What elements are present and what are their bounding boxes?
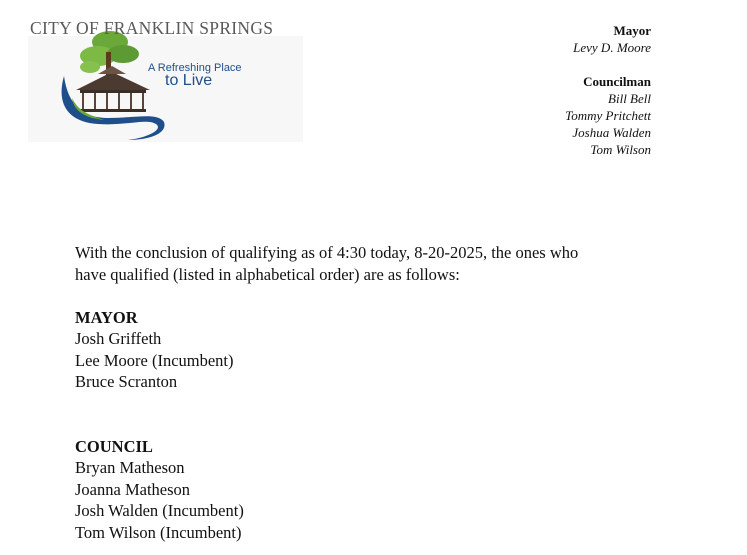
city-name-title: CITY OF FRANKLIN SPRINGS xyxy=(30,18,274,38)
mayor-section-heading: MAYOR xyxy=(75,307,138,327)
council-candidate: Tom Wilson (Incumbent) xyxy=(75,522,242,542)
council-member: Tom Wilson xyxy=(590,142,651,157)
tagline-line2: to Live xyxy=(165,72,213,89)
council-section-heading: COUNCIL xyxy=(75,436,153,456)
city-logo xyxy=(28,14,308,144)
announcement-body xyxy=(75,242,675,543)
council-candidate: Josh Walden (Incumbent) xyxy=(75,501,244,520)
intro-line: With the conclusion of qualifying as of 4:30 today, 8-20-2025, the ones who xyxy=(75,243,579,262)
mayor-candidate: Lee Moore (Incumbent) xyxy=(75,350,234,370)
mayor-name: Levy D. Moore xyxy=(573,40,651,55)
councilman-heading: Councilman xyxy=(583,74,651,89)
tagline-line1: A Refreshing Place xyxy=(148,62,242,74)
mayor-candidate: Josh Griffeth xyxy=(75,329,162,348)
council-candidate: Joanna Matheson xyxy=(75,479,191,499)
council-member: Bill Bell xyxy=(608,91,651,106)
council-member: Tommy Pritchett xyxy=(565,108,651,123)
mayor-heading: Mayor xyxy=(613,23,651,38)
mayor-candidate: Bruce Scranton xyxy=(75,372,178,391)
officials-list xyxy=(565,22,651,158)
council-candidate: Bryan Matheson xyxy=(75,458,185,477)
council-member: Joshua Walden xyxy=(572,125,651,140)
intro-line: have qualified (listed in alphabetical order) are as follows: xyxy=(75,264,460,284)
